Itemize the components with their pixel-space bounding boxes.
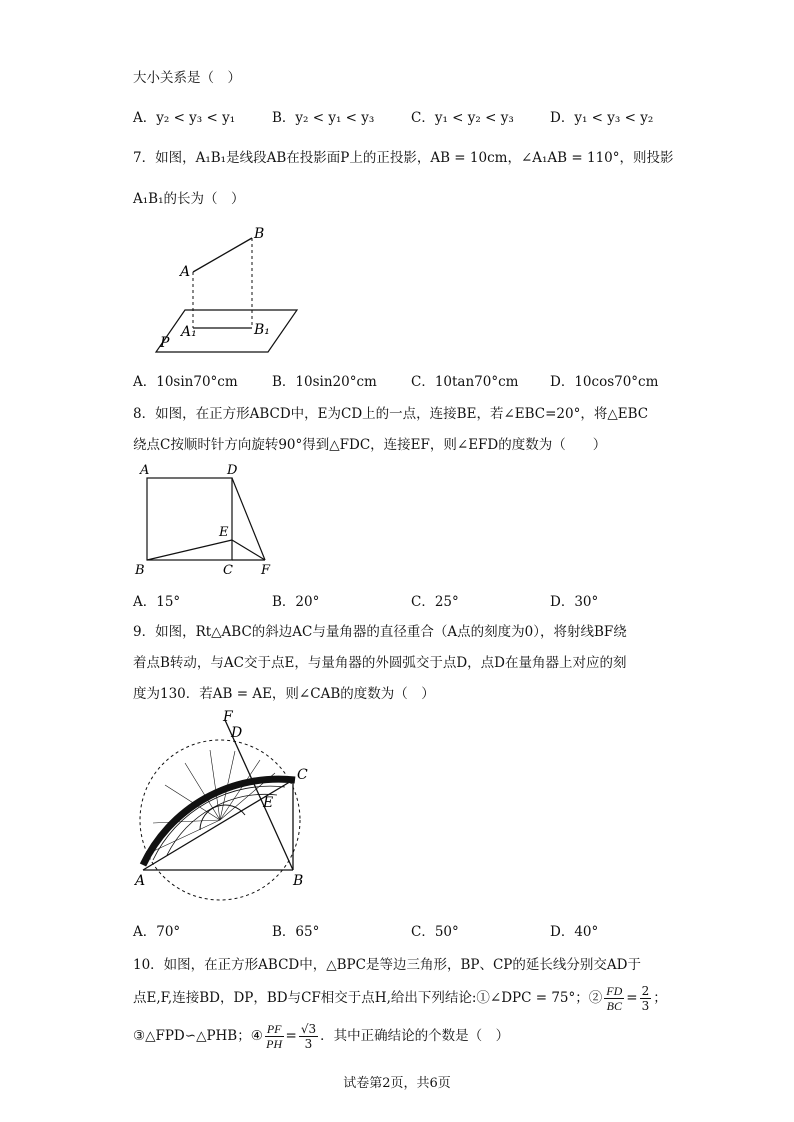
label-a: A [140, 463, 150, 478]
projection-plane [156, 310, 297, 352]
label-a1: A₁ [181, 324, 197, 340]
q6-option-b: B．y₂ < y₁ < y₃ [272, 110, 375, 126]
q10-line2-text: 点E,F,连接BD，DP，BD与CF相交于点H,给出下列结论:①∠DPC = 75°；② [133, 990, 603, 1006]
frac2-den: 3 [641, 999, 650, 1013]
q10-line3 [133, 1022, 509, 1051]
q7-option-b: B．10sin20°cm [272, 374, 377, 390]
square-abcd [147, 478, 232, 560]
label-b: B [293, 873, 304, 889]
q9-option-a: A．70° [133, 924, 181, 940]
q10-frac-sqrt3-3 [299, 1022, 318, 1051]
q9-option-d: D．40° [550, 924, 599, 940]
frac4-den: 3 [304, 1037, 313, 1051]
q7-option-a: A．10sin70°cm [133, 374, 238, 390]
q10-frac-2-3 [640, 984, 652, 1013]
q10-eq2: = [285, 1028, 297, 1044]
label-d: D [231, 725, 243, 741]
q8-option-a: A．15° [133, 594, 181, 610]
segment-ab [193, 238, 252, 272]
q10-line3-text: ③△FPD∽△PHB；④ [133, 1028, 263, 1044]
frac4-num: √3 [300, 1022, 317, 1036]
q9-option-c: C．50° [411, 924, 459, 940]
q10-frac-pf-ph [265, 1022, 284, 1051]
frac3-num: PF [266, 1022, 282, 1036]
label-a: A [180, 264, 191, 280]
q6-option-c: C．y₁ < y₂ < y₃ [411, 110, 514, 126]
q9-line2: 着点B转动，与AC交于点E，与量角器的外圆弧交于点D，点D在量角器上对应的刻 [133, 655, 627, 671]
q8-line1: 8．如图，在正方形ABCD中，E为CD上的一点，连接BE，若∠EBC=20°，将△EBC [133, 406, 649, 422]
q7-figure [140, 220, 310, 355]
q10-line1: 10．如图，在正方形ABCD中，△BPC是等边三角形，BP、CP的延长线分别交AD于 [133, 957, 641, 973]
frac3-den: PH [266, 1037, 283, 1051]
label-c: C [223, 563, 233, 578]
frac1-den: BC [606, 999, 622, 1013]
page-footer: 试卷第2页，共6页 [343, 1076, 451, 1091]
label-d: D [227, 463, 238, 478]
frac2-num: 2 [641, 984, 650, 998]
label-c: C [297, 767, 308, 783]
label-e: E [263, 795, 274, 811]
q6-option-d: D．y₁ < y₃ < y₂ [550, 110, 654, 126]
label-e: E [219, 525, 229, 540]
label-f: F [261, 563, 271, 578]
q9-figure [125, 705, 325, 905]
label-b: B [254, 226, 265, 242]
q9-option-b: B．65° [272, 924, 320, 940]
q7-option-c: C．10tan70°cm [411, 374, 519, 390]
q9-line1: 9．如图，Rt△ABC的斜边AC与量角器的直径重合（A点的刻度为0），将射线BF绕 [133, 624, 627, 640]
q8-line2: 绕点C按顺时针方向旋转90°得到△FDC，连接EF，则∠EFD的度数为（ ） [133, 437, 607, 453]
label-a: A [135, 873, 146, 889]
label-b: B [135, 563, 145, 578]
segment-df [232, 478, 265, 560]
q8-option-c: C．25° [411, 594, 459, 610]
q8-option-b: B．20° [272, 594, 320, 610]
segment-ef [232, 540, 265, 560]
q6-option-a: A．y₂ < y₃ < y₁ [133, 110, 236, 126]
q10-line2-end: ； [653, 990, 667, 1006]
q10-eq1: = [626, 990, 638, 1006]
segment-be [147, 540, 232, 560]
label-p: P [160, 335, 170, 351]
q8-option-d: D．30° [550, 594, 599, 610]
q10-line2 [133, 984, 667, 1013]
q9-line3: 度为130．若AB = AE，则∠CAB的度数为（ ） [133, 686, 435, 702]
frac1-num: FD [606, 984, 623, 998]
q7-option-d: D．10cos70°cm [550, 374, 659, 390]
label-f: F [223, 709, 233, 725]
q7-line1: 7．如图，A₁B₁是线段AB在投影面P上的正投影，AB = 10cm，∠A₁AB = 110°，则投影 [133, 150, 674, 166]
label-b1: B₁ [254, 322, 270, 338]
q10-frac-fd-bc [604, 984, 624, 1013]
q6-tail: 大小关系是（ ） [133, 70, 241, 86]
q8-figure [133, 458, 283, 578]
q10-line3-end: ．其中正确结论的个数是（ ） [320, 1028, 510, 1044]
ray-bf [225, 720, 293, 870]
q7-line2: A₁B₁的长为（ ） [133, 191, 245, 207]
